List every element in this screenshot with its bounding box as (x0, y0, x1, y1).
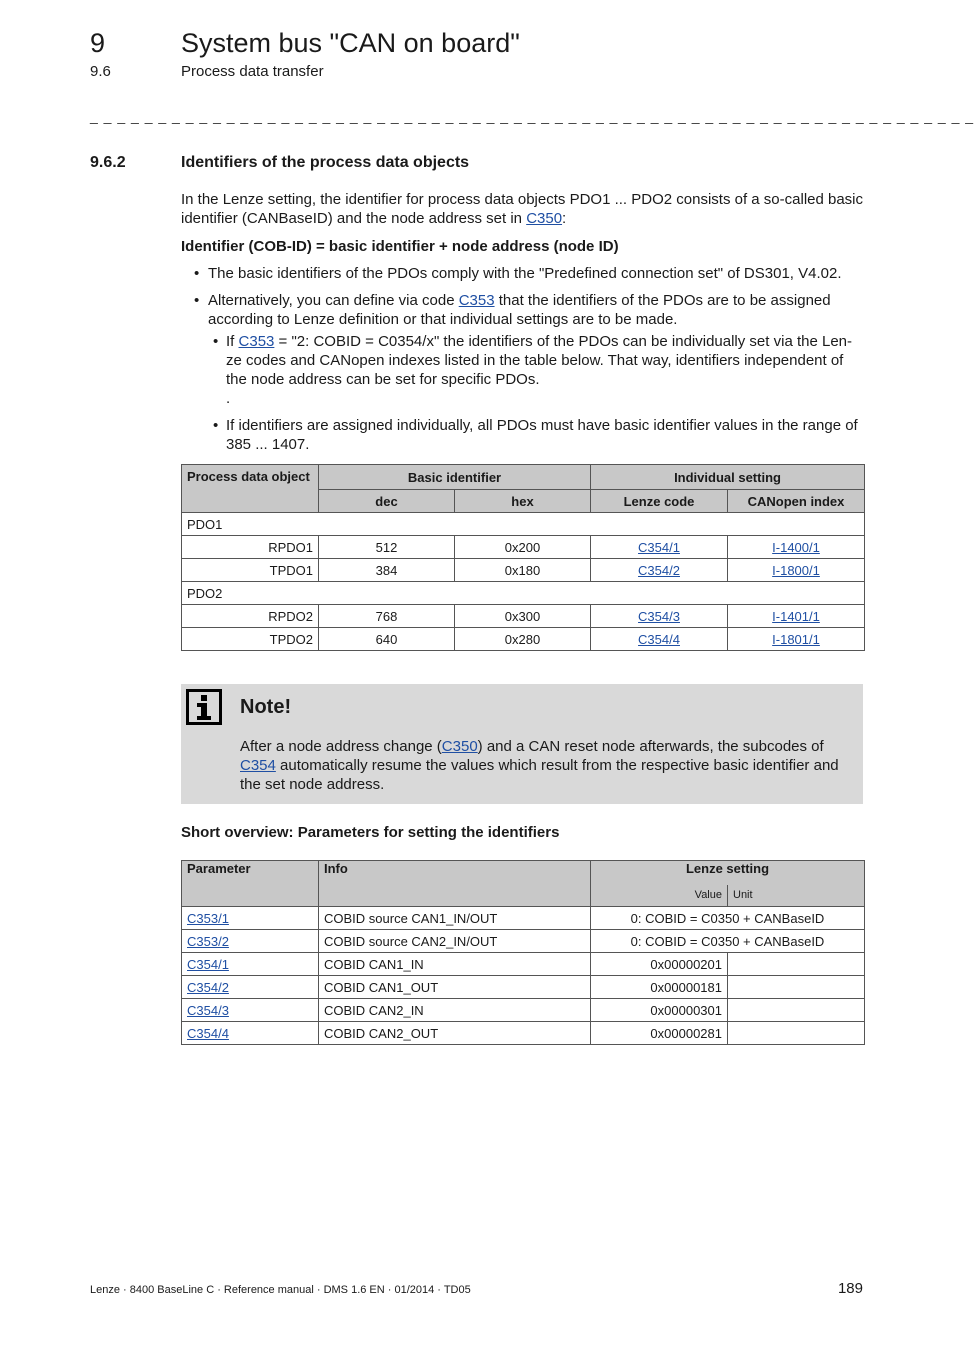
cell-info: COBID CAN1_OUT (319, 976, 591, 999)
group-row-pdo1: PDO1 (182, 513, 865, 536)
parameter-link[interactable]: C354/2 (187, 979, 229, 995)
canopen-index-link[interactable]: I-1400/1 (772, 539, 820, 555)
bullet-item (181, 264, 864, 283)
cell-lenze-code (591, 559, 728, 582)
header-dec: dec (319, 490, 455, 513)
note-box (181, 684, 863, 804)
header-separator: _ _ _ _ _ _ _ _ _ _ _ _ _ _ _ _ _ _ _ _ _ _ _ _ _ _ _ _ _ _ _ _ _ _ _ _ _ _ _ _ _ _ _ _ _ _ _ _ _ _ _ _ _ _ _ _ _ _ _ _ _ _ _ _ _ (90, 108, 974, 124)
canopen-index-link[interactable]: I-1801/1 (772, 631, 820, 647)
cell-hex: 0x280 (455, 628, 591, 651)
cell-info: COBID source CAN2_IN/OUT (319, 930, 591, 953)
bullet-text: that the identifiers of the PDOs are to be assigned according to Lenze definition or that individual settings are to be made. (208, 292, 831, 328)
table-row (182, 930, 865, 953)
lenze-code-link[interactable]: C354/2 (638, 562, 680, 578)
table-row (182, 907, 865, 930)
note-text-part: After a node address change ( (240, 738, 442, 755)
c350-link[interactable]: C350 (441, 738, 478, 755)
header-parameter: Parameter (182, 861, 319, 907)
intro-text-end: : (562, 210, 567, 227)
cell-info: COBID CAN2_IN (319, 999, 591, 1022)
canopen-index-link[interactable]: I-1401/1 (772, 608, 820, 624)
c350-link[interactable]: C350 (526, 210, 563, 227)
cell-dec: 384 (319, 559, 455, 582)
chapter-title: System bus "CAN on board" (181, 28, 520, 58)
cell-lenze-setting: 0: COBID = C0350 + CANBaseID (591, 930, 865, 953)
section-number: 9.6 (90, 63, 111, 80)
parameter-link[interactable]: C353/1 (187, 910, 229, 926)
pdo-identifier-table (181, 464, 865, 651)
cell-object: RPDO2 (182, 605, 319, 628)
cell-value: 0x00000201 (591, 953, 728, 976)
cell-parameter (182, 976, 319, 999)
table-row (182, 953, 865, 976)
header-value: Value (591, 885, 728, 907)
cell-value: 0x00000301 (591, 999, 728, 1022)
cell-canopen-index (728, 559, 865, 582)
footer-text: Lenze · 8400 BaseLine C · Reference manual · DMS 1.6 EN · 01/2014 · TD05 (90, 1284, 471, 1296)
intro-paragraph (181, 190, 864, 228)
header-info: Info (319, 861, 591, 907)
cell-canopen-index (728, 628, 865, 651)
c354-link[interactable]: C354 (240, 757, 276, 774)
cell-dec: 768 (319, 605, 455, 628)
parameter-link[interactable]: C354/1 (187, 956, 229, 972)
note-text-part: automatically resume the values which result from the respective basic identifier and the set node address. (240, 757, 839, 793)
cell-parameter (182, 907, 319, 930)
parameter-table (181, 860, 865, 1045)
cell-lenze-setting: 0: COBID = C0350 + CANBaseID (591, 907, 865, 930)
cell-object: RPDO1 (182, 536, 319, 559)
parameter-link[interactable]: C353/2 (187, 933, 229, 949)
table-row (182, 605, 865, 628)
cell-parameter (182, 1022, 319, 1045)
cell-lenze-code (591, 605, 728, 628)
overview-title: Short overview: Parameters for setting the identifiers (181, 824, 560, 841)
note-text (240, 737, 850, 794)
cell-unit (728, 976, 865, 999)
intro-text: In the Lenze setting, the identifier for process data objects PDO1 ... PDO2 consists of a so-called basic identifier (CANBaseID) and the node address set in (181, 191, 864, 227)
header-canopen-index: CANopen index (728, 490, 865, 513)
header-hex: hex (455, 490, 591, 513)
cell-unit (728, 1022, 865, 1045)
lenze-code-link[interactable]: C354/4 (638, 631, 680, 647)
bullet-text: Alternatively, you can define via code (208, 292, 459, 309)
cell-canopen-index (728, 536, 865, 559)
bullet-item (181, 291, 864, 454)
sub-bullet-dot: . (226, 390, 231, 407)
bullet-list (181, 264, 864, 454)
sub-bullet-item (208, 332, 864, 408)
table-row (182, 536, 865, 559)
header-lenze-code: Lenze code (591, 490, 728, 513)
table-row (182, 999, 865, 1022)
header-process-data-object: Process data object (182, 465, 319, 513)
cell-value: 0x00000181 (591, 976, 728, 999)
note-text-part: ) and a CAN reset node afterwards, the subcodes of (477, 738, 824, 755)
subsection-number: 9.6.2 (90, 154, 126, 171)
header-lenze-setting: Lenze setting (591, 861, 865, 885)
cell-dec: 512 (319, 536, 455, 559)
cell-hex: 0x300 (455, 605, 591, 628)
cell-hex: 0x200 (455, 536, 591, 559)
sub-bullet-text: If identifiers are assigned individually, all PDOs must have basic identifier values in the range of 385 ... 1407. (226, 417, 858, 453)
cell-parameter (182, 999, 319, 1022)
header-unit: Unit (728, 885, 865, 907)
cell-info: COBID CAN1_IN (319, 953, 591, 976)
cell-lenze-code (591, 536, 728, 559)
c353-link[interactable]: C353 (238, 333, 275, 350)
cell-canopen-index (728, 605, 865, 628)
table-row (182, 976, 865, 999)
sub-bullet-item (208, 416, 864, 454)
cell-info: COBID source CAN1_IN/OUT (319, 907, 591, 930)
section-title: Process data transfer (181, 63, 324, 80)
body-text (181, 190, 864, 462)
note-heading: Note! (240, 696, 292, 718)
parameter-link[interactable]: C354/4 (187, 1025, 229, 1041)
subsection-title: Identifiers of the process data objects (181, 154, 470, 171)
info-icon (186, 689, 222, 725)
c353-link[interactable]: C353 (458, 292, 495, 309)
cell-unit (728, 953, 865, 976)
cell-parameter (182, 953, 319, 976)
cell-parameter (182, 930, 319, 953)
identifier-formula: Identifier (COB-ID) = basic identifier + node address (node ID) (181, 238, 619, 255)
cell-unit (728, 999, 865, 1022)
lenze-code-link[interactable]: C354/3 (638, 608, 680, 624)
sub-bullet-list (208, 332, 864, 454)
lenze-code-link[interactable]: C354/1 (638, 539, 680, 555)
bullet-text: The basic identifiers of the PDOs comply with the "Predefined connection set" of DS301, V4.02. (208, 265, 842, 282)
cell-value: 0x00000281 (591, 1022, 728, 1045)
table-row (182, 628, 865, 651)
sub-bullet-text: If (226, 333, 239, 350)
header-basic-identifier: Basic identifier (319, 465, 591, 490)
sub-bullet-text: = "2: COBID = C0354/x" the identifiers of the PDOs can be individually set via the Len-ze codes and CANopen indexes listed in the table below. That way, identifiers independent of the node address can be set for specific PDOs. (226, 333, 852, 388)
cell-dec: 640 (319, 628, 455, 651)
cell-object: TPDO1 (182, 559, 319, 582)
parameter-link[interactable]: C354/3 (187, 1002, 229, 1018)
table-row (182, 559, 865, 582)
cell-info: COBID CAN2_OUT (319, 1022, 591, 1045)
table-row (182, 1022, 865, 1045)
cell-hex: 0x180 (455, 559, 591, 582)
cell-object: TPDO2 (182, 628, 319, 651)
page-number: 189 (837, 1280, 863, 1297)
header-individual-setting: Individual setting (591, 465, 865, 490)
chapter-number: 9 (90, 28, 106, 58)
canopen-index-link[interactable]: I-1800/1 (772, 562, 820, 578)
cell-lenze-code (591, 628, 728, 651)
group-row-pdo2: PDO2 (182, 582, 865, 605)
